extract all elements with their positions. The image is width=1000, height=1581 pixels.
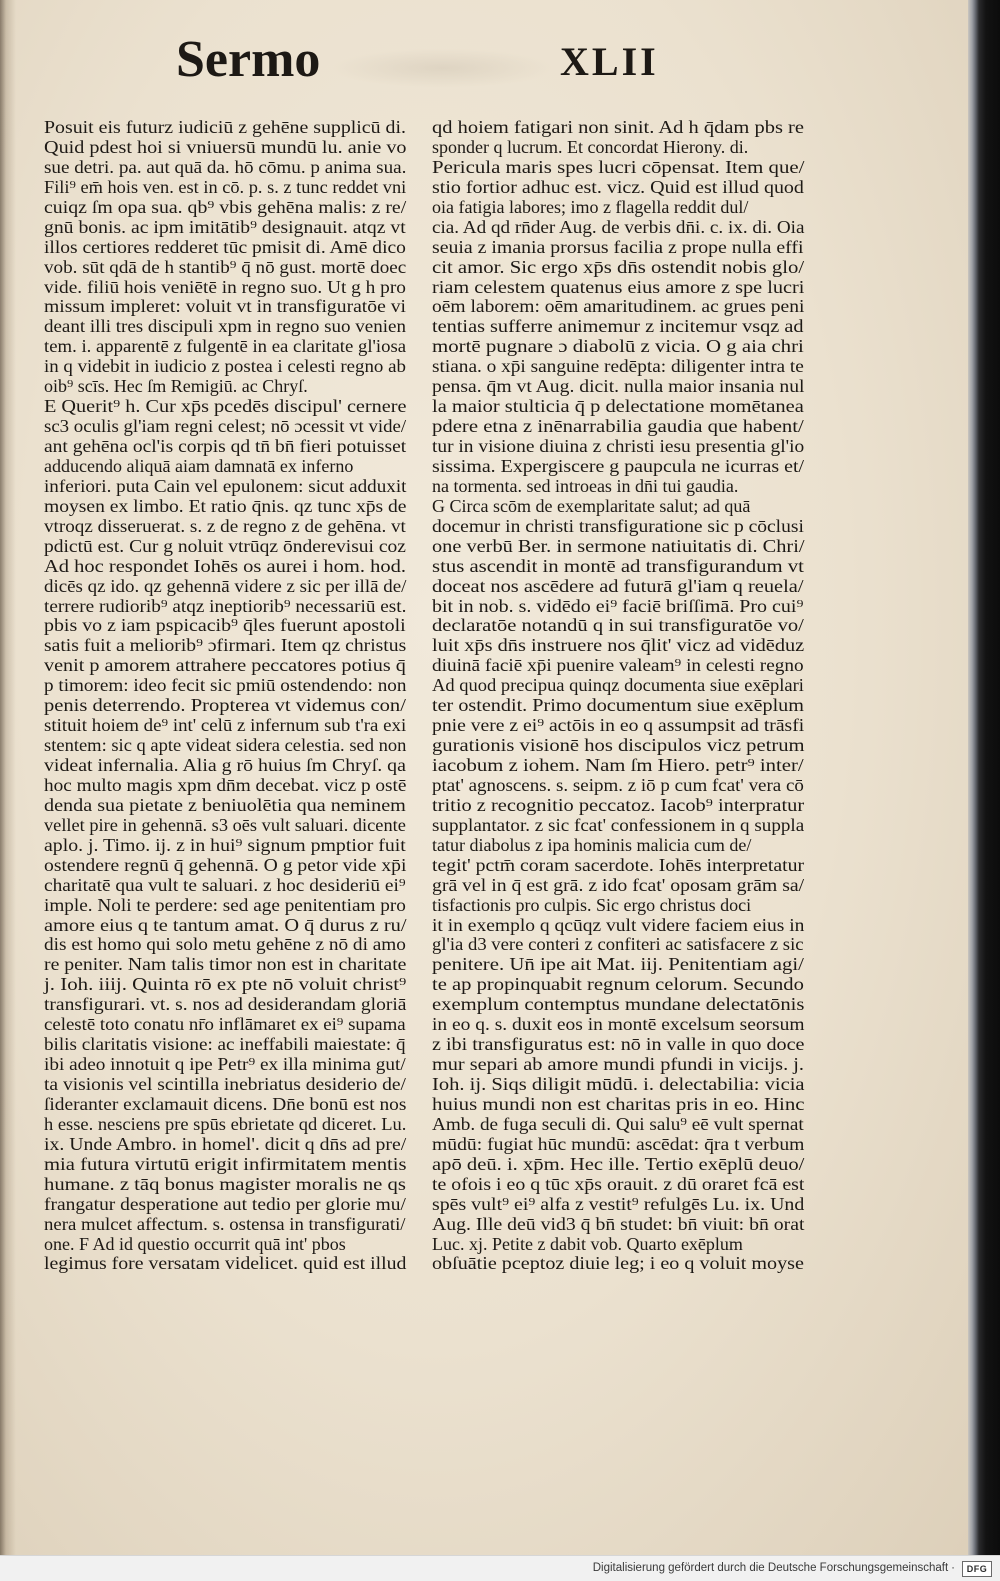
text-line: diuinā faciē xp̄i puenire valeam⁹ in celesti regno bbox=[432, 655, 804, 676]
text-line: iacobum z iohem. Nam ſm Hiero. petr⁹ inter/ bbox=[432, 755, 804, 775]
text-line: te ap propinquabit regnum celorum. Secundo bbox=[432, 974, 804, 995]
text-line: in eo q. s. duxit eos in montē excelsum seorsum bbox=[432, 1014, 805, 1035]
text-line: spēs vult⁹ ei⁹ alfa z vestit⁹ refulgēs Lu. ix. Und bbox=[432, 1193, 805, 1214]
text-line: pdictū est. Cur g noluit vtrūqz ōnderevisui coz bbox=[44, 535, 406, 556]
text-line: one verbū Ber. in sermone natiuitatis di. Chri/ bbox=[432, 535, 805, 556]
text-line: re peniter. Nam talis timor non est in charitate bbox=[44, 954, 407, 975]
text-line: venit p amorem attrahere peccatores potius q̄ bbox=[44, 655, 406, 676]
text-line: ter ostendit. Primo documentum siue exēplum bbox=[432, 695, 804, 716]
text-line: mia futura virtutū erigit infirmitatem mentis bbox=[44, 1153, 407, 1174]
text-line: huius mundi non est charitas pris in eo. Hinc bbox=[432, 1093, 805, 1114]
text-line: penis deterrendo. Propterea vt videmus con/ bbox=[44, 695, 406, 716]
text-line: apō deū. i. xp̄m. Hec ille. Tertio exēplū deuo/ bbox=[432, 1153, 805, 1174]
text-line: la maior stulticia q̄ p delectatione momētanea bbox=[432, 396, 804, 417]
text-line: mur separi ab amore mundi pfundi in vicijs. j. bbox=[432, 1054, 804, 1075]
text-line: tatur diabolus z ipa hominis malicia cum de/ bbox=[432, 834, 752, 855]
text-line: satis fuit a meliorib⁹ ɔfirmari. Item qz christus bbox=[44, 635, 407, 656]
text-line: nera mulcet affectum. s. ostensa in transfigurati/ bbox=[44, 1213, 406, 1234]
text-line: na tormenta. sed introeas in dn̄i tui gaudia. bbox=[432, 475, 739, 496]
text-line: terrere rudiorib⁹ atqz ineptiorib⁹ necessariū est. bbox=[44, 595, 407, 616]
text-line: Pericula maris spes lucri cōpensat. Item que/ bbox=[432, 156, 805, 177]
text-line: ix. Unde Ambro. in homel'. dicit q dn̄s ad pre/ bbox=[44, 1133, 407, 1154]
text-line: tegit' pctm̄ coram sacerdote. Iohēs interpretatur bbox=[432, 854, 805, 875]
text-line: seuia z imania prorsus facilia z prope nulla effi bbox=[432, 236, 804, 257]
text-line: te ofois i eo q tūc xp̄s orauit. z dū oraret fcā est bbox=[432, 1173, 805, 1194]
text-line: z ibi transfiguratus est: nō in valle in quo doce bbox=[432, 1034, 805, 1055]
text-line: videat infernalia. Alia g rō huius ſm Chryſ. qa bbox=[44, 755, 406, 775]
footer-credit-line bbox=[593, 1562, 958, 1574]
text-line: j. Ioh. iiij. Quinta rō ex pte nō voluit christ⁹ bbox=[44, 974, 407, 995]
text-line: frangatur desperatione aut tedio per glorie mu/ bbox=[44, 1193, 406, 1214]
text-line: denda sua pietate z beniuolētia qua neminem bbox=[44, 794, 406, 815]
text-line: supplantator. z sic fcat' confessionem in q suppla bbox=[432, 814, 805, 835]
text-line: moysen ex limbo. Et ratio q̄nis. qz tunc xp̄s de bbox=[44, 495, 407, 516]
text-line: missum impleret: voluit vt in transfiguratōe vi bbox=[44, 296, 406, 317]
text-line: Aug. Ille deū vid3 q̄ bn̄ studet: bn̄ viuit: bn̄ orat bbox=[432, 1213, 805, 1234]
text-line: E Querit⁹ h. Cur xp̄s pcedēs discipul' cernere bbox=[44, 396, 407, 417]
text-line: h esse. nesciens pre spūs ebrietate qd diceret. Lu. bbox=[44, 1113, 407, 1134]
text-line: vide. filiū hois veniētē in regno suo. Ut g h pro bbox=[44, 276, 406, 297]
text-line: qd hoiem fatigari non sinit. Ad h q̄dam pbs re bbox=[432, 117, 804, 137]
text-line: oib⁹ scīs. Hec ſm Remigiū. ac Chryſ. bbox=[44, 376, 308, 397]
text-line: ant gehēna ocl'is corpis qd tn̄ bn̄ fieri potuisset bbox=[44, 436, 407, 456]
text-line: cia. Ad qd rn̄der Aug. de verbis dn̄i. c. ix. di. Oia bbox=[432, 216, 805, 237]
text-line: stiana. o xp̄i sanguine redēpta: diligenter intra te bbox=[432, 356, 804, 377]
text-line: vtroqz disseruerat. s. z de regno z de gehēna. vt bbox=[44, 515, 406, 536]
text-line: transfigurari. vt. s. nos ad desiderandam gloriā bbox=[44, 994, 407, 1015]
text-line: gurationis visionē hos discipulos vicz petrum bbox=[432, 735, 805, 756]
text-line: riam celestem quatenus eius amore z spe lucri bbox=[432, 276, 805, 297]
text-line: tentias sufferre animemur z incitemur vsqz ad bbox=[432, 316, 804, 337]
text-line: sc3 oculis gl'iam regni celest; nō ɔcessit vt vide/ bbox=[44, 416, 407, 437]
text-line: tem. i. apparentē z fulgentē in ea claritate gl'iosa bbox=[44, 336, 407, 357]
text-column-right bbox=[432, 118, 804, 1274]
text-line: inferiori. puta Cain vel epulonem: sicut adduxit bbox=[44, 475, 407, 496]
text-line: ostendere regnū q̄ gehennā. O g petor vide xp̄i bbox=[44, 854, 407, 875]
text-line: bilis claritatis visione: ac ineffabili maiestate: q̄ bbox=[44, 1034, 406, 1055]
text-line: ptat' agnoscens. s. seipm. z iō p cum fcat' vera cō bbox=[432, 774, 804, 795]
text-line: Amb. de fuga seculi di. Qui salu⁹ eē vult spernat bbox=[432, 1113, 804, 1134]
text-line: tur in visione diuina z christi iesu presentia gl'io bbox=[432, 436, 805, 456]
text-line: imple. Noli te perdere: sed age penitentiam pro bbox=[44, 894, 406, 915]
text-line: ibi adeo innotuit q ipe Petr⁹ ex illa minima gut/ bbox=[44, 1054, 406, 1075]
running-title: Sermo bbox=[176, 31, 321, 88]
text-line: docemur in christi transfiguratione sic p cōclusi bbox=[432, 515, 804, 536]
text-line: ſideranter exclamauit dicens. Dn̄e bonū est nos bbox=[44, 1093, 407, 1114]
text-line: declaratōe notandū q in sui transfiguratōe vo/ bbox=[432, 615, 804, 636]
text-line: sissima. Expergiscere g paupcula ne icurras et/ bbox=[432, 455, 805, 476]
text-column-left bbox=[44, 118, 406, 1274]
text-line: pnie vere z ei⁹ actōis in eo q assumpsit ad trāsfi bbox=[432, 715, 805, 736]
text-line: Fili⁹ em̄ hois ven. est in cō. p. s. z tunc reddet vni bbox=[44, 176, 407, 197]
text-line: ta visionis vel scintilla inebriatus desiderio de/ bbox=[44, 1074, 406, 1094]
text-line: oia fatigia labores; imo z flagella reddit dul/ bbox=[432, 196, 749, 217]
text-line: gnū bonis. ac ipm imitātib⁹ designauit. atqz vt bbox=[44, 216, 406, 237]
page-edge bbox=[968, 0, 1000, 1555]
text-line: one. F Ad id questio occurrit quā int' pbos bbox=[44, 1233, 346, 1254]
text-line: bit in nob. s. vidēdo ei⁹ faciē briſſimā. Pro cui⁹ bbox=[432, 595, 804, 616]
text-line: pensa. q̄m vt Aug. dicit. nulla maior insania nul bbox=[432, 376, 805, 397]
text-line: aplo. j. Timo. ij. z in hui⁹ signum pmptior fuit bbox=[44, 834, 406, 855]
text-line: cuiqz ſm opa sua. qb⁹ vbis gehēna malis: z re/ bbox=[44, 196, 407, 217]
text-line: Ad quod precipua quinqz documenta siue exēplari bbox=[432, 675, 804, 696]
text-line: pbis vo z iam pspicacib⁹ q̄les fuerunt apostoli bbox=[44, 615, 406, 636]
text-line: pdere etna z inēnarrabilia gaudia que habent/ bbox=[432, 416, 804, 437]
text-line: penitere. Un̄ ipe ait Mat. iij. Penitentiam agi/ bbox=[432, 954, 804, 975]
text-line: humane. z tāq bonus magister moralis ne qs bbox=[44, 1173, 406, 1194]
text-line: gl'ia d3 vere conteri z confiteri ac satisfacere z sic bbox=[432, 934, 804, 955]
text-line: G Circa scōm de exemplaritate salut; ad quā bbox=[432, 495, 751, 516]
text-line: dicēs qz ido. qz gehennā videre z sic per illā de/ bbox=[44, 575, 407, 596]
text-line: sue detri. pa. aut quā da. hō cōmu. p anima sua. bbox=[44, 156, 407, 177]
text-line: Ad hoc respondet Iohēs os aurei i hom. hod. bbox=[44, 555, 406, 576]
text-line: obſuātie pceptoz diuie leg; i eo q voluit moyse bbox=[432, 1253, 804, 1274]
text-line: stentem: sic q apte videat sidera celestia. sed non bbox=[44, 735, 407, 756]
text-line: exemplum contemptus mundane delectatōnis bbox=[432, 994, 805, 1015]
text-line: Posuit eis futurz iudiciū z gehēne supplicū di. bbox=[44, 117, 406, 137]
text-line: tisfactionis pro culpis. Sic ergo christus doci bbox=[432, 894, 752, 915]
text-line: luit xp̄s dn̄s instruere nos q̄lit' vicz ad vidēduz bbox=[432, 635, 805, 656]
text-line: Quid pdest hoi si vniuersū mundū lu. anie vo bbox=[44, 136, 407, 157]
text-line: dis est homo qui solo metu gehēne z nō di amo bbox=[44, 934, 406, 955]
footer-credit: Digitalisierung gefördert durch die Deutsche Forschungsgemeinschaft bbox=[592, 1562, 949, 1574]
text-line: vob. sūt qdā de h stantib⁹ q̄ nō gust. mortē doec bbox=[44, 256, 407, 277]
text-line: hoc multo magis xpm dn̄m decebat. vicz p ostē bbox=[44, 774, 407, 795]
dfg-logo-icon[interactable]: DFG bbox=[962, 1561, 992, 1577]
footer-separator: · bbox=[951, 1562, 955, 1574]
text-line: Ioh. ij. Siqs diligit mūdū. i. delectabilia: vicia bbox=[432, 1074, 805, 1094]
text-line: deant illi tres discipuli xpm in regno suo venien bbox=[44, 316, 406, 337]
text-line: charitatē qua vult te saluari. z hoc desideriū ei⁹ bbox=[44, 874, 406, 895]
text-line: oēm laborem: oēm amaritudinem. ac grues peni bbox=[432, 296, 805, 317]
text-line: legimus fore versatam videlicet. quid est illud bbox=[44, 1253, 407, 1274]
text-line: p timorem: ideo fecit sic pmiū ostendendo: non bbox=[44, 675, 407, 696]
text-line: tritio z recognitio peccatoz. Iacob⁹ interpratur bbox=[432, 794, 805, 815]
text-line: grā vel in q̄ est grā. z ido fcat' oposam grām sa/ bbox=[432, 874, 805, 895]
folio-number: XLII bbox=[560, 39, 659, 84]
text-line: mortē pugnare ɔ diabolū z vicia. O g aia chri bbox=[432, 336, 804, 357]
text-line: doceat nos ascēdere ad futurā gl'iam q reuela/ bbox=[432, 575, 804, 596]
ink-show-through bbox=[330, 48, 555, 88]
text-line: sponder q lucrum. Et concordat Hierony. di. bbox=[432, 136, 749, 157]
text-line: Luc. xj. Petite z dabit vob. Quarto exēplum bbox=[432, 1233, 743, 1254]
text-line: stituit hoiem de⁹ int' celū z infernum sub t'ra exi bbox=[44, 715, 407, 736]
text-line: adducendo aliquā aiam damnatā ex inferno bbox=[44, 455, 354, 476]
text-line: illos certiores redderet tūc pmisit di. Amē dico bbox=[44, 236, 406, 257]
text-line: in q videbit in iudicio z postea i celesti regno ab bbox=[44, 356, 406, 377]
digitization-footer bbox=[0, 1555, 1000, 1581]
text-line: mūdū: fugiat hūc mundū: ascēdat: q̄ra t verbum bbox=[432, 1133, 805, 1154]
text-line: stio fortior adhuc est. vicz. Quid est illud quod bbox=[432, 176, 804, 197]
text-line: it in exemplo q qcūqz vult videre faciem eius in bbox=[432, 914, 805, 935]
text-line: celestē toto conatu nr̄o inflāmaret ex ei⁹ supama bbox=[44, 1014, 406, 1035]
text-line: cit amor. Sic ergo xp̄s dn̄s ostendit nobis glo/ bbox=[432, 256, 805, 277]
text-line: stus ascendit in montē ad transfigurandum vt bbox=[432, 555, 804, 576]
text-line: vellet pire in gehennā. s3 oēs vult saluari. dicente bbox=[44, 814, 406, 835]
text-line: amore eius q te tantum amat. O q̄ durus z ru/ bbox=[44, 914, 407, 935]
